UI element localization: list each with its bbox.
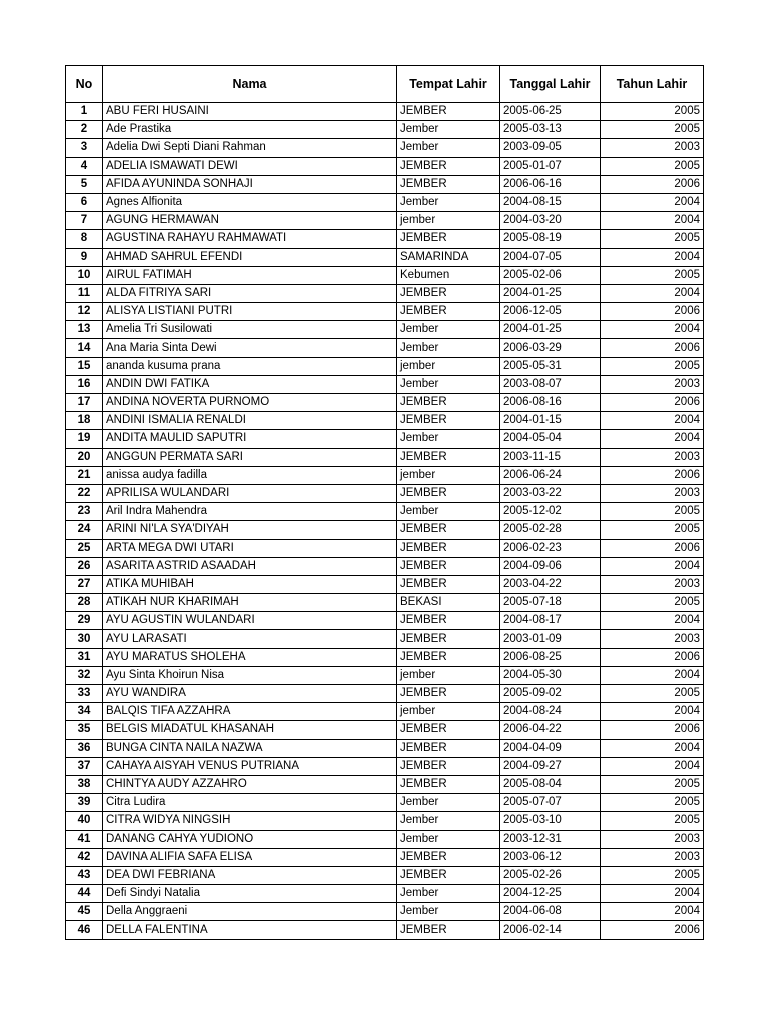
cell-no: 25: [66, 539, 103, 557]
cell-no: 36: [66, 739, 103, 757]
cell-no: 26: [66, 557, 103, 575]
table-row: [66, 521, 704, 539]
table-row: [66, 466, 704, 484]
cell-tanggal-lahir: 2004-09-27: [500, 757, 601, 775]
cell-no: 20: [66, 448, 103, 466]
cell-no: 16: [66, 375, 103, 393]
cell-no: 13: [66, 321, 103, 339]
cell-no: 21: [66, 466, 103, 484]
cell-tahun-lahir: 2006: [601, 921, 704, 939]
cell-tanggal-lahir: 2004-12-25: [500, 885, 601, 903]
cell-tempat-lahir: JEMBER: [397, 848, 500, 866]
cell-no: 17: [66, 394, 103, 412]
cell-no: 12: [66, 303, 103, 321]
cell-tempat-lahir: Jember: [397, 903, 500, 921]
cell-tempat-lahir: JEMBER: [397, 394, 500, 412]
cell-tahun-lahir: 2005: [601, 503, 704, 521]
table-row: [66, 830, 704, 848]
cell-nama: ANGGUN PERMATA SARI: [103, 448, 397, 466]
cell-no: 42: [66, 848, 103, 866]
cell-tahun-lahir: 2004: [601, 612, 704, 630]
cell-no: 30: [66, 630, 103, 648]
cell-tanggal-lahir: 2005-03-13: [500, 121, 601, 139]
cell-no: 18: [66, 412, 103, 430]
cell-nama: DANANG CAHYA YUDIONO: [103, 830, 397, 848]
table-row: [66, 139, 704, 157]
table-row: [66, 321, 704, 339]
cell-tempat-lahir: JEMBER: [397, 284, 500, 302]
cell-tahun-lahir: 2003: [601, 484, 704, 502]
cell-no: 11: [66, 284, 103, 302]
cell-nama: ALDA FITRIYA SARI: [103, 284, 397, 302]
cell-tanggal-lahir: 2006-08-25: [500, 648, 601, 666]
cell-tempat-lahir: Jember: [397, 885, 500, 903]
cell-tempat-lahir: Kebumen: [397, 266, 500, 284]
cell-nama: Ade Prastika: [103, 121, 397, 139]
student-table: [65, 65, 704, 940]
table-row: [66, 157, 704, 175]
cell-tempat-lahir: JEMBER: [397, 539, 500, 557]
cell-no: 19: [66, 430, 103, 448]
cell-nama: AHMAD SAHRUL EFENDI: [103, 248, 397, 266]
cell-tanggal-lahir: 2004-08-17: [500, 612, 601, 630]
cell-tempat-lahir: Jember: [397, 139, 500, 157]
cell-tempat-lahir: Jember: [397, 321, 500, 339]
cell-no: 31: [66, 648, 103, 666]
cell-tempat-lahir: JEMBER: [397, 303, 500, 321]
table-row: [66, 212, 704, 230]
cell-tahun-lahir: 2004: [601, 284, 704, 302]
cell-tanggal-lahir: 2004-09-06: [500, 557, 601, 575]
cell-tanggal-lahir: 2005-12-02: [500, 503, 601, 521]
cell-nama: BALQIS TIFA AZZAHRA: [103, 703, 397, 721]
table-row: [66, 866, 704, 884]
cell-nama: ARINI NI'LA SYA'DIYAH: [103, 521, 397, 539]
cell-tahun-lahir: 2004: [601, 666, 704, 684]
table-row: [66, 357, 704, 375]
cell-tempat-lahir: JEMBER: [397, 685, 500, 703]
cell-tahun-lahir: 2005: [601, 157, 704, 175]
cell-tempat-lahir: jember: [397, 357, 500, 375]
cell-nama: CHINTYA AUDY AZZAHRO: [103, 775, 397, 793]
table-row: [66, 703, 704, 721]
cell-nama: ALISYA LISTIANI PUTRI: [103, 303, 397, 321]
cell-tahun-lahir: 2003: [601, 630, 704, 648]
cell-no: 29: [66, 612, 103, 630]
cell-tanggal-lahir: 2005-03-10: [500, 812, 601, 830]
table-row: [66, 484, 704, 502]
cell-tahun-lahir: 2005: [601, 866, 704, 884]
table-row: [66, 630, 704, 648]
cell-tempat-lahir: Jember: [397, 339, 500, 357]
cell-tahun-lahir: 2004: [601, 412, 704, 430]
table-row: [66, 612, 704, 630]
cell-tanggal-lahir: 2004-08-24: [500, 703, 601, 721]
cell-tanggal-lahir: 2004-05-30: [500, 666, 601, 684]
cell-tempat-lahir: JEMBER: [397, 575, 500, 593]
cell-tanggal-lahir: 2003-12-31: [500, 830, 601, 848]
cell-tanggal-lahir: 2004-05-04: [500, 430, 601, 448]
cell-tahun-lahir: 2005: [601, 685, 704, 703]
cell-nama: Agnes Alfionita: [103, 193, 397, 211]
table-row: [66, 757, 704, 775]
table-row: [66, 539, 704, 557]
cell-tempat-lahir: Jember: [397, 430, 500, 448]
cell-nama: APRILISA WULANDARI: [103, 484, 397, 502]
cell-tanggal-lahir: 2004-07-05: [500, 248, 601, 266]
cell-tanggal-lahir: 2003-08-07: [500, 375, 601, 393]
header-tempat-lahir: Tempat Lahir: [397, 66, 500, 103]
cell-nama: AYU MARATUS SHOLEHA: [103, 648, 397, 666]
cell-tempat-lahir: JEMBER: [397, 721, 500, 739]
cell-no: 1: [66, 103, 103, 121]
table-row: [66, 375, 704, 393]
cell-tempat-lahir: JEMBER: [397, 175, 500, 193]
cell-tanggal-lahir: 2004-06-08: [500, 903, 601, 921]
cell-tahun-lahir: 2004: [601, 757, 704, 775]
cell-nama: ANDINA NOVERTA PURNOMO: [103, 394, 397, 412]
cell-tanggal-lahir: 2005-08-04: [500, 775, 601, 793]
table-row: [66, 266, 704, 284]
cell-tanggal-lahir: 2006-12-05: [500, 303, 601, 321]
table-row: [66, 103, 704, 121]
cell-no: 46: [66, 921, 103, 939]
cell-tanggal-lahir: 2006-08-16: [500, 394, 601, 412]
cell-tahun-lahir: 2005: [601, 266, 704, 284]
table-row: [66, 284, 704, 302]
cell-tanggal-lahir: 2005-02-26: [500, 866, 601, 884]
cell-tahun-lahir: 2003: [601, 848, 704, 866]
cell-nama: anissa audya fadilla: [103, 466, 397, 484]
cell-tempat-lahir: JEMBER: [397, 103, 500, 121]
table-row: [66, 448, 704, 466]
cell-tahun-lahir: 2003: [601, 448, 704, 466]
cell-tahun-lahir: 2005: [601, 594, 704, 612]
cell-tanggal-lahir: 2003-11-15: [500, 448, 601, 466]
cell-nama: Ayu Sinta Khoirun Nisa: [103, 666, 397, 684]
cell-tahun-lahir: 2004: [601, 248, 704, 266]
cell-nama: Citra Ludira: [103, 794, 397, 812]
cell-tahun-lahir: 2005: [601, 121, 704, 139]
cell-tempat-lahir: jember: [397, 666, 500, 684]
table-row: [66, 685, 704, 703]
cell-tempat-lahir: JEMBER: [397, 612, 500, 630]
cell-tempat-lahir: JEMBER: [397, 412, 500, 430]
cell-tempat-lahir: JEMBER: [397, 739, 500, 757]
table-row: [66, 430, 704, 448]
cell-nama: ATIKAH NUR KHARIMAH: [103, 594, 397, 612]
cell-tahun-lahir: 2005: [601, 357, 704, 375]
header-row: [66, 66, 704, 103]
cell-tahun-lahir: 2006: [601, 466, 704, 484]
cell-tanggal-lahir: 2003-04-22: [500, 575, 601, 593]
header-no: No: [66, 66, 103, 103]
cell-no: 8: [66, 230, 103, 248]
cell-no: 28: [66, 594, 103, 612]
cell-tahun-lahir: 2006: [601, 339, 704, 357]
cell-tempat-lahir: Jember: [397, 830, 500, 848]
cell-tahun-lahir: 2005: [601, 103, 704, 121]
cell-tempat-lahir: JEMBER: [397, 521, 500, 539]
table-row: [66, 648, 704, 666]
table-row: [66, 557, 704, 575]
cell-tempat-lahir: JEMBER: [397, 484, 500, 502]
table-row: [66, 812, 704, 830]
cell-tanggal-lahir: 2003-06-12: [500, 848, 601, 866]
cell-tanggal-lahir: 2005-01-07: [500, 157, 601, 175]
cell-tanggal-lahir: 2004-03-20: [500, 212, 601, 230]
cell-tahun-lahir: 2006: [601, 648, 704, 666]
cell-tempat-lahir: SAMARINDA: [397, 248, 500, 266]
cell-tempat-lahir: JEMBER: [397, 157, 500, 175]
cell-no: 24: [66, 521, 103, 539]
cell-tahun-lahir: 2003: [601, 830, 704, 848]
cell-tahun-lahir: 2003: [601, 139, 704, 157]
cell-tanggal-lahir: 2006-02-23: [500, 539, 601, 557]
cell-tahun-lahir: 2006: [601, 303, 704, 321]
cell-nama: Adelia Dwi Septi Diani Rahman: [103, 139, 397, 157]
cell-tanggal-lahir: 2006-04-22: [500, 721, 601, 739]
table-row: [66, 775, 704, 793]
cell-nama: BUNGA CINTA NAILA NAZWA: [103, 739, 397, 757]
cell-nama: AGUSTINA RAHAYU RAHMAWATI: [103, 230, 397, 248]
cell-no: 2: [66, 121, 103, 139]
cell-tahun-lahir: 2004: [601, 739, 704, 757]
table-row: [66, 121, 704, 139]
cell-tahun-lahir: 2005: [601, 775, 704, 793]
cell-tanggal-lahir: 2005-02-28: [500, 521, 601, 539]
cell-tempat-lahir: Jember: [397, 121, 500, 139]
cell-tempat-lahir: Jember: [397, 193, 500, 211]
table-row: [66, 666, 704, 684]
cell-no: 41: [66, 830, 103, 848]
cell-nama: ARTA MEGA DWI UTARI: [103, 539, 397, 557]
cell-nama: AIRUL FATIMAH: [103, 266, 397, 284]
table-row: [66, 575, 704, 593]
cell-tanggal-lahir: 2004-04-09: [500, 739, 601, 757]
cell-tempat-lahir: Jember: [397, 812, 500, 830]
cell-no: 3: [66, 139, 103, 157]
cell-tahun-lahir: 2006: [601, 539, 704, 557]
cell-no: 15: [66, 357, 103, 375]
cell-tanggal-lahir: 2004-01-25: [500, 321, 601, 339]
cell-nama: DEA DWI FEBRIANA: [103, 866, 397, 884]
header-tanggal-lahir: Tanggal Lahir: [500, 66, 601, 103]
cell-tanggal-lahir: 2005-08-19: [500, 230, 601, 248]
cell-nama: Ana Maria Sinta Dewi: [103, 339, 397, 357]
cell-tempat-lahir: jember: [397, 212, 500, 230]
cell-tahun-lahir: 2006: [601, 394, 704, 412]
cell-no: 35: [66, 721, 103, 739]
cell-nama: AGUNG HERMAWAN: [103, 212, 397, 230]
cell-no: 6: [66, 193, 103, 211]
table-row: [66, 339, 704, 357]
cell-tahun-lahir: 2004: [601, 703, 704, 721]
cell-nama: ANDIN DWI FATIKA: [103, 375, 397, 393]
table-row: [66, 794, 704, 812]
cell-tanggal-lahir: 2004-01-25: [500, 284, 601, 302]
cell-nama: ananda kusuma prana: [103, 357, 397, 375]
cell-nama: AYU LARASATI: [103, 630, 397, 648]
cell-no: 5: [66, 175, 103, 193]
cell-tempat-lahir: Jember: [397, 375, 500, 393]
cell-no: 7: [66, 212, 103, 230]
cell-tanggal-lahir: 2004-01-15: [500, 412, 601, 430]
table-row: [66, 721, 704, 739]
cell-tahun-lahir: 2004: [601, 557, 704, 575]
table-row: [66, 903, 704, 921]
table-row: [66, 739, 704, 757]
cell-nama: DELLA FALENTINA: [103, 921, 397, 939]
cell-no: 4: [66, 157, 103, 175]
cell-no: 32: [66, 666, 103, 684]
table-row: [66, 885, 704, 903]
cell-tanggal-lahir: 2005-05-31: [500, 357, 601, 375]
cell-tahun-lahir: 2005: [601, 794, 704, 812]
cell-no: 44: [66, 885, 103, 903]
cell-nama: Della Anggraeni: [103, 903, 397, 921]
cell-no: 22: [66, 484, 103, 502]
table-row: [66, 303, 704, 321]
cell-tahun-lahir: 2003: [601, 375, 704, 393]
table-row: [66, 230, 704, 248]
cell-tanggal-lahir: 2005-06-25: [500, 103, 601, 121]
cell-tanggal-lahir: 2005-09-02: [500, 685, 601, 703]
cell-tempat-lahir: jember: [397, 466, 500, 484]
cell-tahun-lahir: 2003: [601, 575, 704, 593]
table-row: [66, 175, 704, 193]
cell-no: 45: [66, 903, 103, 921]
cell-tempat-lahir: BEKASI: [397, 594, 500, 612]
cell-tanggal-lahir: 2005-07-07: [500, 794, 601, 812]
cell-tahun-lahir: 2004: [601, 903, 704, 921]
cell-tanggal-lahir: 2006-06-16: [500, 175, 601, 193]
table-body: [66, 103, 704, 940]
cell-tempat-lahir: Jember: [397, 794, 500, 812]
cell-tempat-lahir: Jember: [397, 503, 500, 521]
table-row: [66, 412, 704, 430]
header-nama: Nama: [103, 66, 397, 103]
cell-tempat-lahir: JEMBER: [397, 866, 500, 884]
table-row: [66, 503, 704, 521]
cell-nama: AYU WANDIRA: [103, 685, 397, 703]
cell-tahun-lahir: 2006: [601, 721, 704, 739]
cell-tanggal-lahir: 2003-03-22: [500, 484, 601, 502]
cell-tempat-lahir: JEMBER: [397, 557, 500, 575]
cell-tempat-lahir: JEMBER: [397, 757, 500, 775]
cell-tempat-lahir: JEMBER: [397, 648, 500, 666]
cell-tempat-lahir: JEMBER: [397, 448, 500, 466]
cell-nama: BELGIS MIADATUL KHASANAH: [103, 721, 397, 739]
table-row: [66, 193, 704, 211]
cell-nama: Defi Sindyi Natalia: [103, 885, 397, 903]
cell-no: 23: [66, 503, 103, 521]
cell-tanggal-lahir: 2005-02-06: [500, 266, 601, 284]
cell-tahun-lahir: 2005: [601, 230, 704, 248]
cell-tanggal-lahir: 2003-09-05: [500, 139, 601, 157]
cell-tahun-lahir: 2004: [601, 885, 704, 903]
cell-nama: ANDINI ISMALIA RENALDI: [103, 412, 397, 430]
cell-no: 27: [66, 575, 103, 593]
table-row: [66, 394, 704, 412]
cell-tahun-lahir: 2004: [601, 212, 704, 230]
cell-nama: ADELIA ISMAWATI DEWI: [103, 157, 397, 175]
cell-nama: ABU FERI HUSAINI: [103, 103, 397, 121]
cell-no: 9: [66, 248, 103, 266]
cell-no: 38: [66, 775, 103, 793]
cell-tempat-lahir: JEMBER: [397, 921, 500, 939]
cell-nama: ANDITA MAULID SAPUTRI: [103, 430, 397, 448]
cell-tempat-lahir: JEMBER: [397, 775, 500, 793]
table-row: [66, 921, 704, 939]
cell-no: 33: [66, 685, 103, 703]
cell-nama: CITRA WIDYA NINGSIH: [103, 812, 397, 830]
cell-tempat-lahir: JEMBER: [397, 230, 500, 248]
cell-nama: AYU AGUSTIN WULANDARI: [103, 612, 397, 630]
cell-tanggal-lahir: 2004-08-15: [500, 193, 601, 211]
cell-tempat-lahir: jember: [397, 703, 500, 721]
table-row: [66, 848, 704, 866]
cell-no: 40: [66, 812, 103, 830]
cell-tanggal-lahir: 2006-03-29: [500, 339, 601, 357]
table-row: [66, 594, 704, 612]
cell-tahun-lahir: 2004: [601, 430, 704, 448]
table-row: [66, 248, 704, 266]
cell-nama: AFIDA AYUNINDA SONHAJI: [103, 175, 397, 193]
cell-nama: DAVINA ALIFIA SAFA ELISA: [103, 848, 397, 866]
cell-no: 34: [66, 703, 103, 721]
cell-no: 39: [66, 794, 103, 812]
cell-nama: CAHAYA AISYAH VENUS PUTRIANA: [103, 757, 397, 775]
cell-tahun-lahir: 2004: [601, 321, 704, 339]
cell-tanggal-lahir: 2003-01-09: [500, 630, 601, 648]
cell-tanggal-lahir: 2005-07-18: [500, 594, 601, 612]
cell-no: 43: [66, 866, 103, 884]
cell-tahun-lahir: 2004: [601, 193, 704, 211]
cell-nama: Amelia Tri Susilowati: [103, 321, 397, 339]
cell-no: 37: [66, 757, 103, 775]
cell-no: 10: [66, 266, 103, 284]
cell-nama: ASARITA ASTRID ASAADAH: [103, 557, 397, 575]
cell-nama: ATIKA MUHIBAH: [103, 575, 397, 593]
cell-tahun-lahir: 2005: [601, 812, 704, 830]
cell-tahun-lahir: 2006: [601, 175, 704, 193]
cell-tahun-lahir: 2005: [601, 521, 704, 539]
cell-no: 14: [66, 339, 103, 357]
header-tahun-lahir: Tahun Lahir: [601, 66, 704, 103]
cell-nama: Aril Indra Mahendra: [103, 503, 397, 521]
cell-tanggal-lahir: 2006-06-24: [500, 466, 601, 484]
cell-tanggal-lahir: 2006-02-14: [500, 921, 601, 939]
cell-tempat-lahir: JEMBER: [397, 630, 500, 648]
